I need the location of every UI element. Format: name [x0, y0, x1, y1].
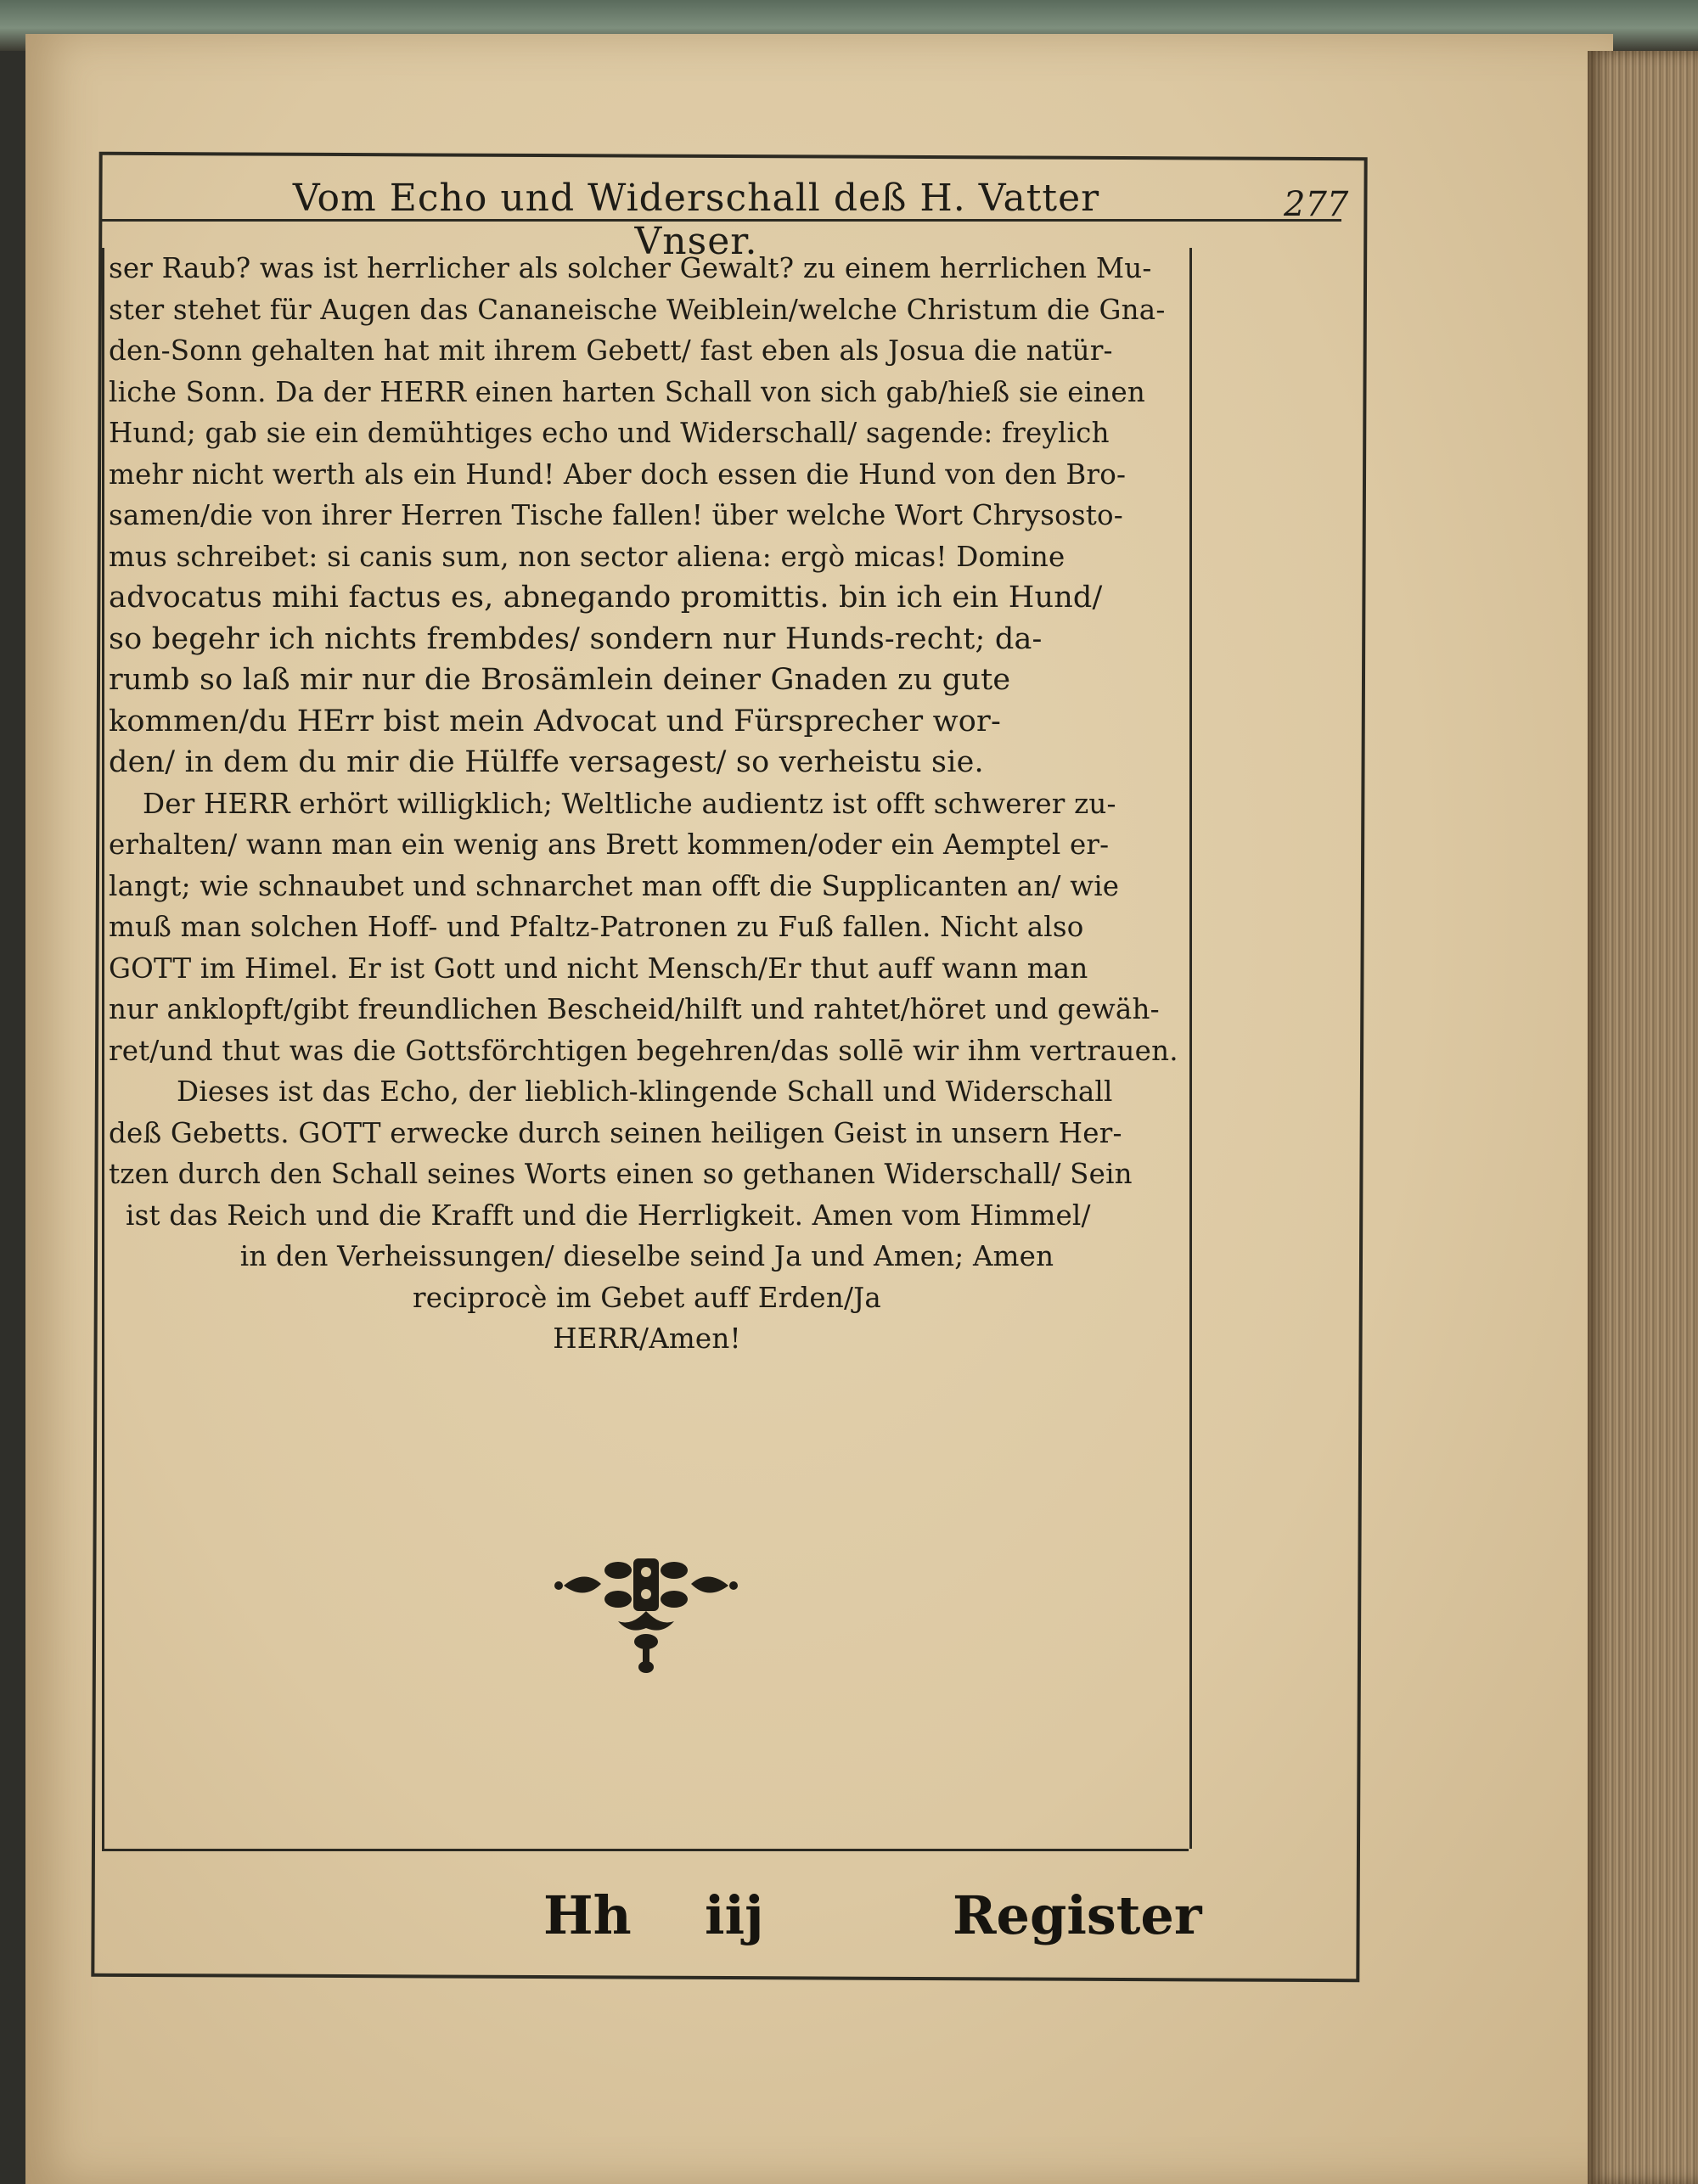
signature-mark: Hh	[543, 1884, 632, 1946]
closing-line: HERR/Amen!	[553, 1322, 741, 1355]
footer-rule	[102, 1849, 1189, 1851]
text-line: den/ in dem du mir die Hülffe versagest/ so verheistu sie.	[109, 745, 984, 779]
text-line: ster stehet für Augen das Cananeische Weiblein/welche Christum die Gna-	[109, 293, 1166, 326]
text-line: tzen durch den Schall seines Worts einen so gethanen Widerschall/ Sein	[109, 1158, 1133, 1190]
text-line: rumb so laß mir nur die Brosämlein deiner Gnaden zu gute	[109, 663, 1011, 697]
text-line: mehr nicht werth als ein Hund! Aber doch essen die Hund von den Bro-	[109, 458, 1127, 491]
page-number: 277	[1284, 185, 1349, 224]
closing-line: reciprocè im Gebet auff Erden/Ja	[413, 1281, 881, 1314]
signature-number: iij	[705, 1884, 764, 1946]
text-line: muß man solchen Hoff- und Pfaltz-Patronen zu Fuß fallen. Nicht also	[109, 911, 1084, 943]
text-line: so begehr ich nichts frembdes/ sondern nur Hunds-recht; da-	[109, 621, 1043, 656]
text-line: Hund; gab sie ein demühtiges echo und Widerschall/ sagende: freylich	[109, 417, 1110, 449]
catchword: Register	[953, 1884, 1202, 1946]
text-line: erhalten/ wann man ein wenig ans Brett kommen/oder ein Aemptel er-	[109, 828, 1110, 861]
main-text-block	[109, 248, 1185, 1360]
text-line: ret/und thut was die Gottsförchtigen begehren/das sollē wir ihm vertrauen.	[109, 1034, 1178, 1067]
text-line: langt; wie schnaubet und schnarchet man offt die Supplicanten an/ wie	[109, 869, 1120, 902]
text-line: kommen/du HErr bist mein Advocat und Fürsprecher wor-	[109, 704, 1002, 738]
text-line: Der HERR erhört willigklich; Weltliche audientz ist offt schwerer zu-	[143, 787, 1116, 820]
text-line: samen/die von ihrer Herren Tische fallen! über welche Wort Chrysosto-	[109, 499, 1123, 531]
text-line: Dieses ist das Echo, der lieblich-klingende Schall und Widerschall	[177, 1075, 1113, 1108]
text-line: deß Gebetts. GOTT erwecke durch seinen heiligen Geist in unsern Her-	[109, 1116, 1122, 1149]
running-head: Vom Echo und Widerschall deß H. Vatter Vnser.	[292, 177, 1100, 263]
text-line: den-Sonn gehalten hat mit ihrem Gebett/ fast eben als Josua die natür-	[109, 334, 1113, 367]
printer-fleuron-ornament-icon	[550, 1550, 742, 1677]
text-line: advocatus mihi factus es, abnegando promittis. bin ich ein Hund/	[109, 581, 1103, 615]
text-line: mus schreibet: si canis sum, non sector aliena: ergò micas! Domine	[109, 540, 1065, 573]
text-line: ist das Reich und die Krafft und die Herrligkeit. Amen vom Himmel/	[126, 1199, 1091, 1232]
page-fore-edge	[1588, 51, 1698, 2184]
closing-line: in den Verheissungen/ dieselbe seind Ja und Amen; Amen	[239, 1240, 1054, 1272]
text-line: ser Raub? was ist herrlicher als solcher Gewalt? zu einem herrlichen Mu-	[109, 252, 1152, 284]
text-line: liche Sonn. Da der HERR einen harten Schall von sich gab/hieß sie einen	[109, 375, 1146, 408]
text-line: nur anklopft/gibt freundlichen Bescheid/hilft und rahtet/höret und gewäh-	[109, 993, 1160, 1025]
text-line: GOTT im Himel. Er ist Gott und nicht Mensch/Er thut auff wann man	[109, 952, 1088, 985]
